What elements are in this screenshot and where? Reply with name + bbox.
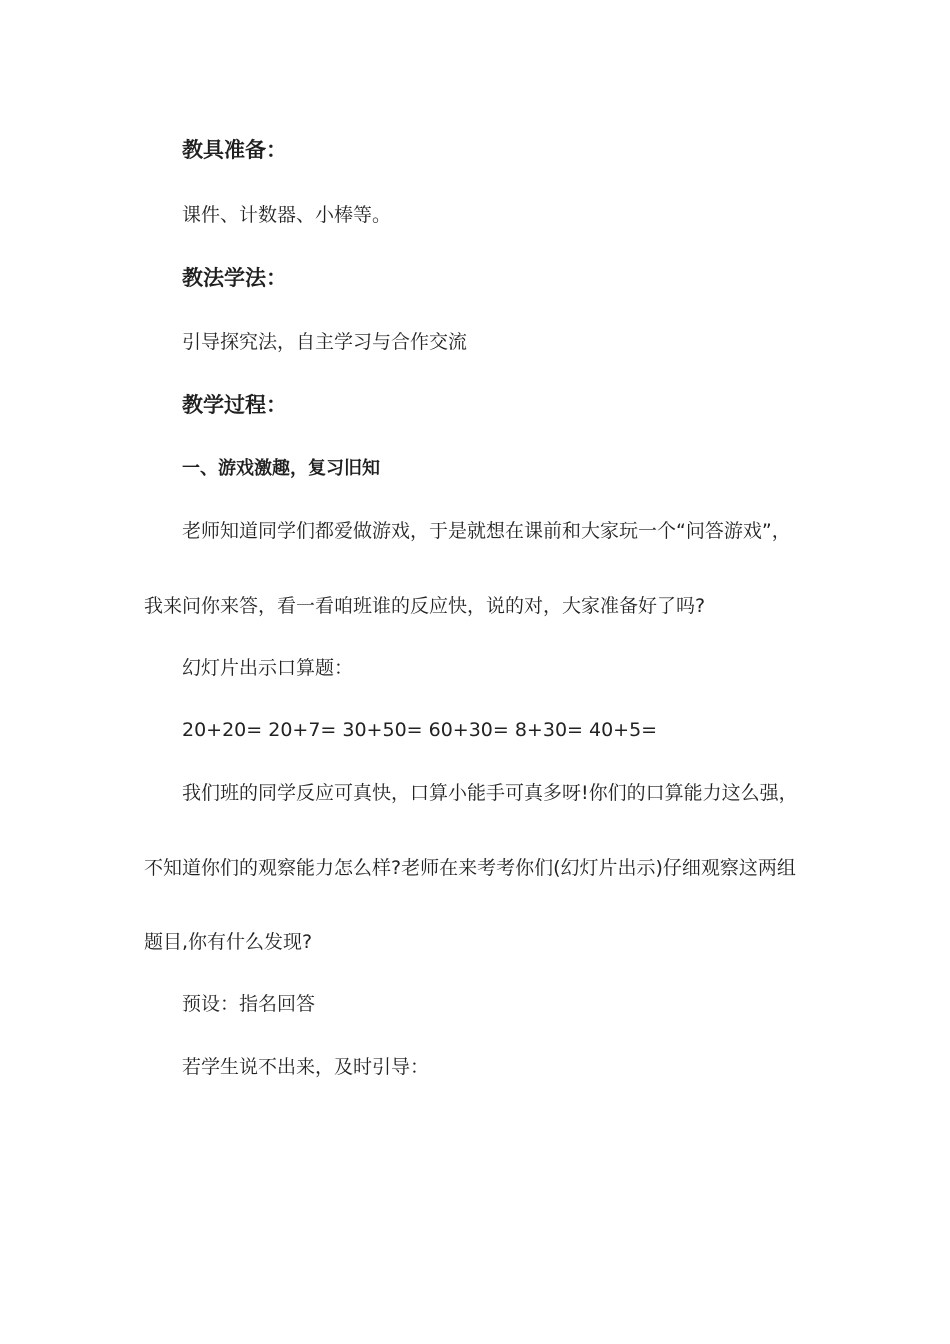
section-one-title: 一、游戏激趣，复习旧知 [182, 458, 380, 479]
mental-math-equations: 20+20= 20+7= 30+50= 60+30= 8+30= 40+5= [182, 719, 658, 741]
teaching-methods-text: 引导探究法，自主学习与合作交流 [182, 331, 468, 353]
paragraph-2-line-2: 不知道你们的观察能力怎么样?老师在来考考你们(幻灯片出示)仔细观察这两组 [144, 857, 796, 879]
heading-teaching-tools: 教具准备： [182, 138, 287, 162]
preset-answer-text: 预设：指名回答 [182, 993, 316, 1015]
teaching-tools-text: 课件、计数器、小棒等。 [182, 204, 392, 226]
paragraph-1-line-2: 我来问你来答，看一看咱班谁的反应快，说的对，大家准备好了吗? [144, 595, 706, 617]
slide-intro-text: 幻灯片出示口算题： [182, 657, 354, 679]
paragraph-2-line-3: 题目,你有什么发现? [144, 931, 313, 953]
paragraph-2-line-1: 我们班的同学反应可真快，口算小能手可真多呀!你们的口算能力这么强， [182, 782, 798, 804]
guidance-text: 若学生说不出来，及时引导： [182, 1056, 430, 1078]
paragraph-1-line-1: 老师知道同学们都爱做游戏，于是就想在课前和大家玩一个“问答游戏”， [182, 520, 791, 542]
heading-teaching-process: 教学过程： [182, 393, 287, 417]
heading-teaching-methods: 教法学法： [182, 266, 287, 290]
